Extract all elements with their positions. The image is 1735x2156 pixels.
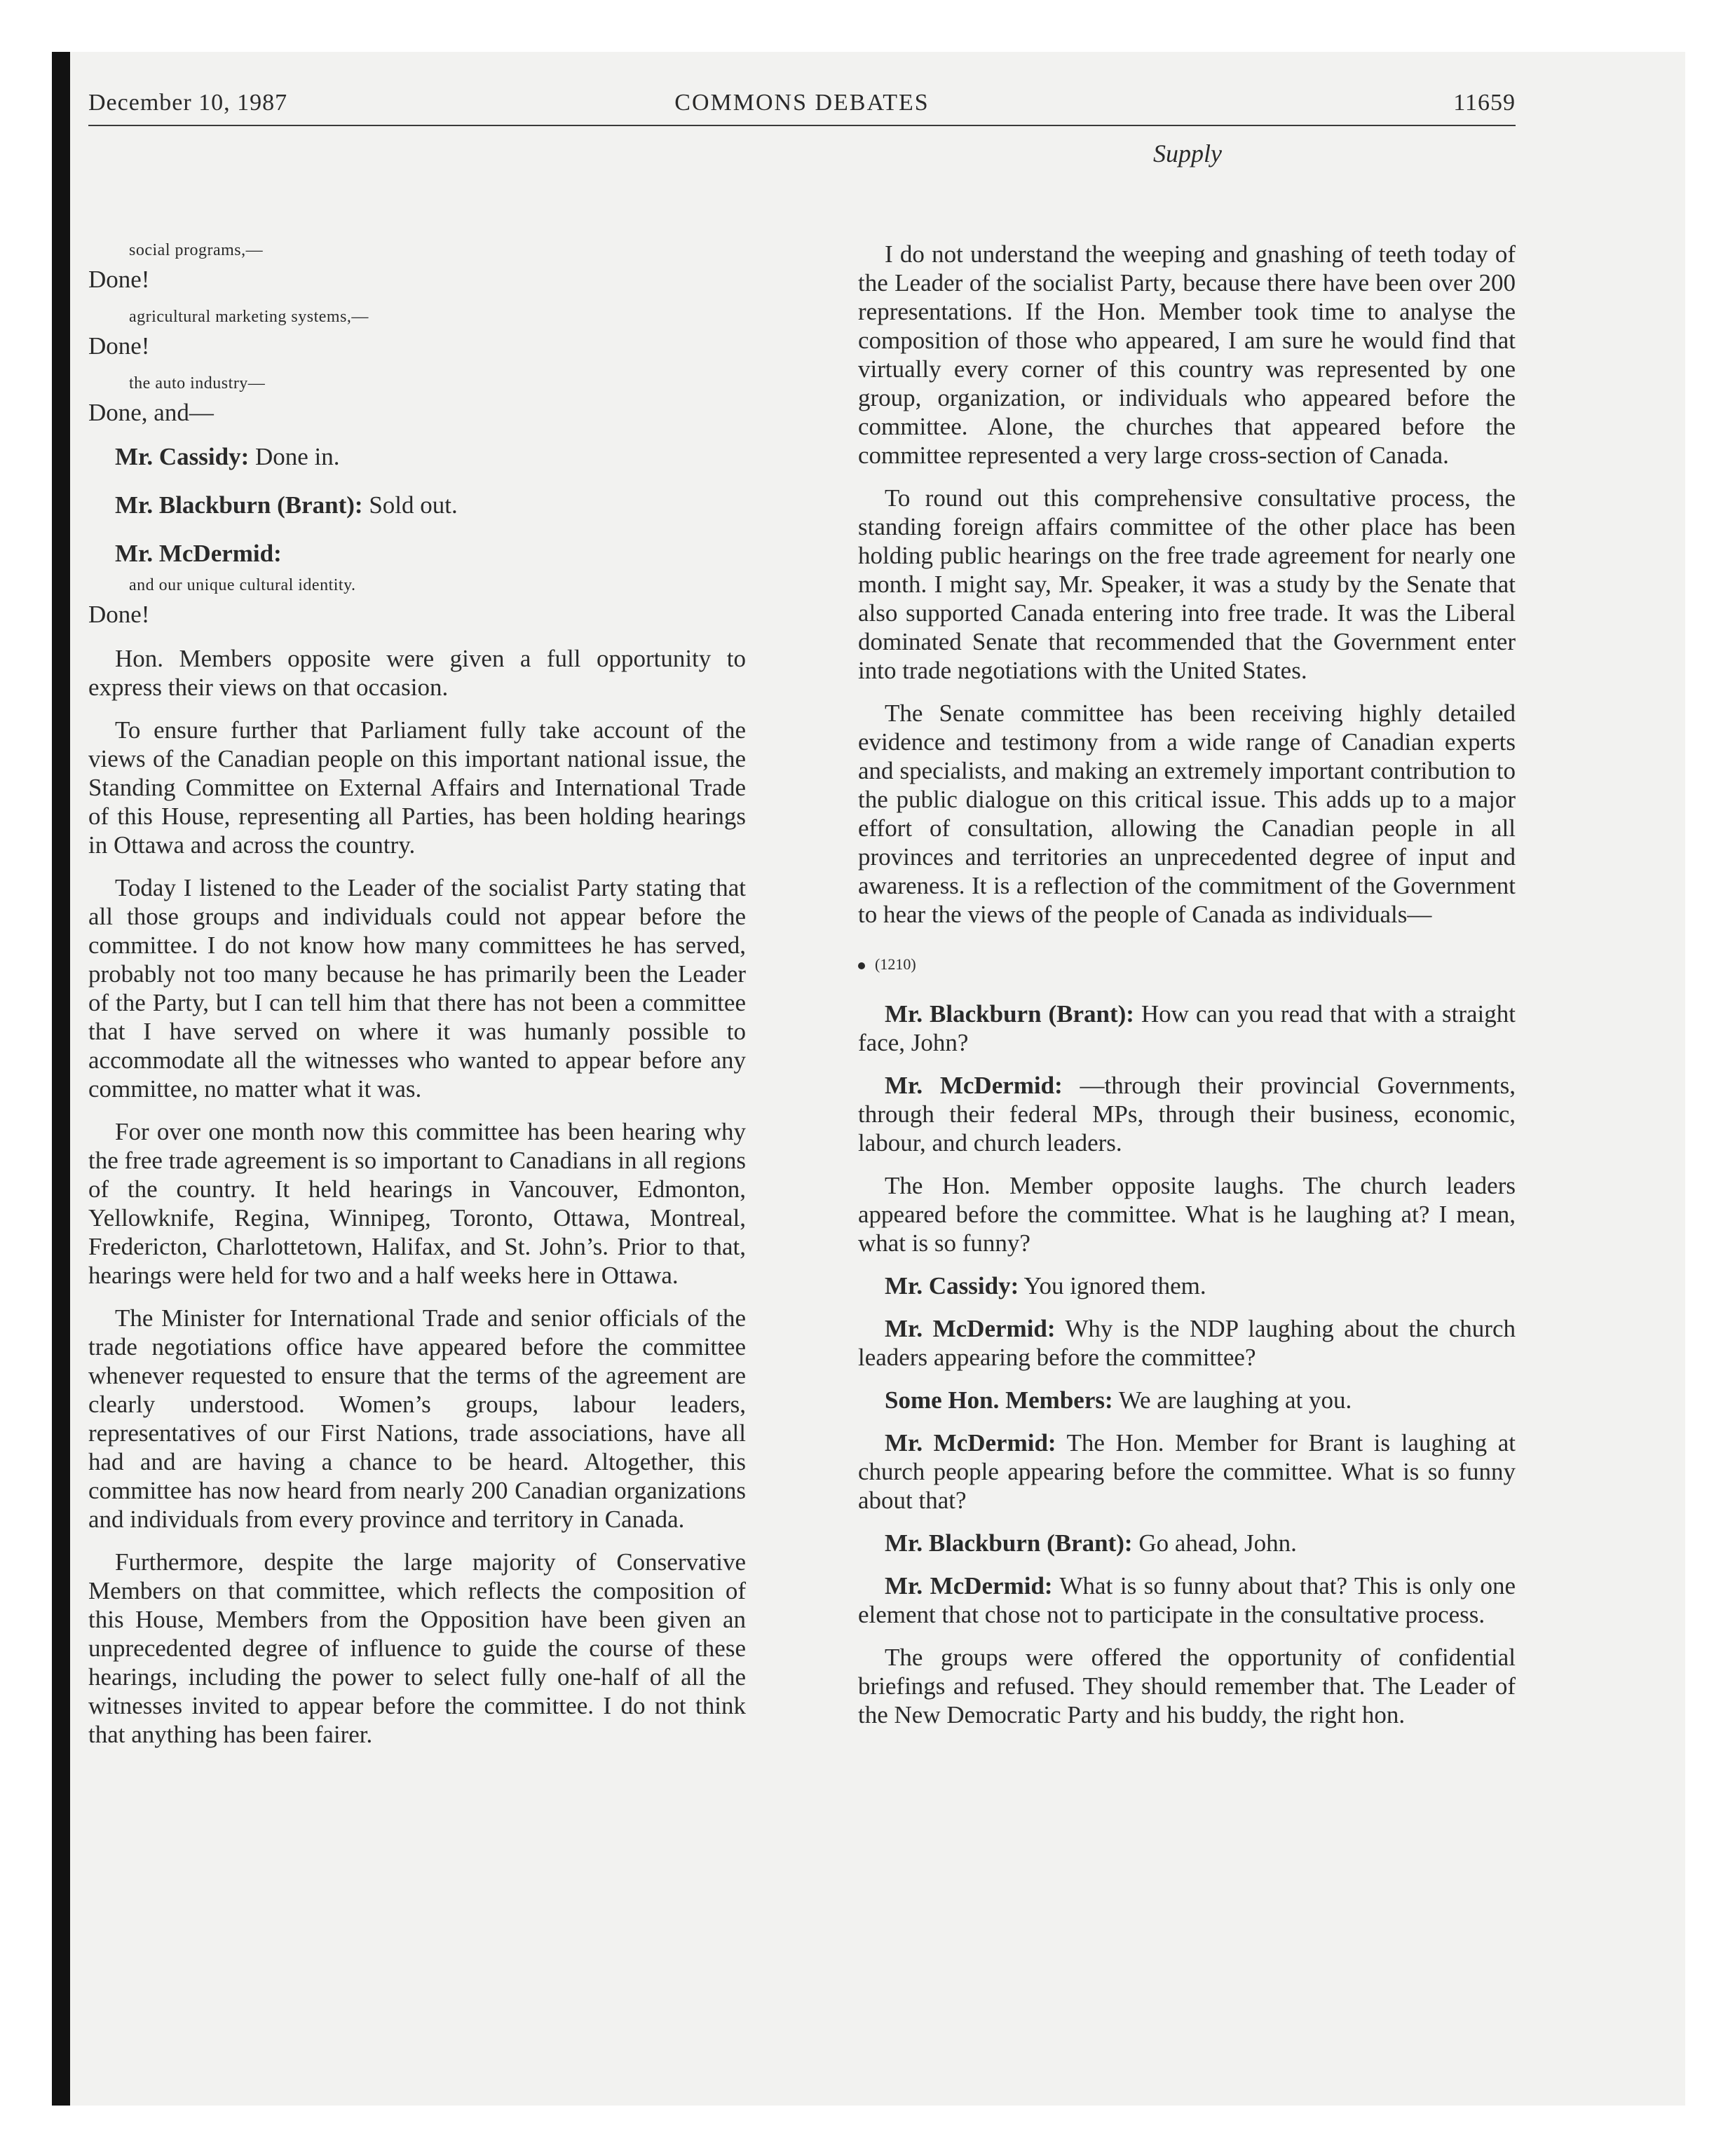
speaker-name: Mr. Blackburn (Brant): (885, 1529, 1133, 1557)
body-paragraph: The Minister for International Trade and senior officials of the trade negotiations office have appeared before the committee whenever requested to ensure that the terms of the agreement are clearly understood. Women’s groups, labour leaders, representatives of our First Nations, trade associations, have all had and are having a chance to be heard. Altogether, this committee has now heard from nearly 200 Canadian organizations and individuals from every province and territory in Canada. (88, 1304, 746, 1533)
speech-paragraph (858, 1271, 1516, 1300)
speech-paragraph (858, 1071, 1516, 1157)
quoted-line: social programs,— (129, 241, 264, 259)
page-number: 11659 (1453, 90, 1516, 116)
body-paragraph: The Hon. Member opposite laughs. The church leaders appeared before the committee. What is he laughing at? I mean, what is so funny? (858, 1172, 1516, 1257)
speech-paragraph (858, 1428, 1516, 1515)
speaker-name: Mr. McDermid: (885, 1315, 1056, 1342)
body-paragraph: Today I listened to the Leader of the socialist Party stating that all those groups and individuals could not appear before the committee. I do not know how many committees he has served, probably not too many because he has primarily been the Leader of the Party, but I can tell him that there has not been a committee that I have served on where it was humanly possible to accommodate all the witnesses who wanted to appear before any committee, no matter what it was. (88, 874, 746, 1103)
body-paragraph: Hon. Members opposite were given a full opportunity to express their views on that occasion. (88, 645, 746, 701)
right-column (858, 184, 1516, 1743)
speaker-name: Mr. McDermid: (885, 1429, 1056, 1456)
quoted-line: agricultural marketing systems,— (129, 308, 369, 326)
header-rule (88, 125, 1516, 126)
speech-paragraph (858, 1386, 1516, 1414)
response-line: Done! (88, 266, 150, 293)
header-date: December 10, 1987 (88, 90, 288, 116)
speech-text: Why is the NDP laughing about the church leaders appearing before the committee? (858, 1315, 1516, 1371)
quoted-line: and our unique cultural identity. (129, 576, 356, 594)
speech-text: How can you read that with a straight face, John? (858, 1000, 1516, 1056)
scan-edge-bar (52, 52, 70, 2106)
speech-paragraph (858, 1529, 1516, 1557)
body-paragraph: To ensure further that Parliament fully take account of the views of the Canadian people on this important national issue, the Standing Committee on External Affairs and International Trade of this House, representing all Parties, has been holding hearings in Ottawa and across the country. (88, 716, 746, 859)
body-paragraph: To round out this comprehensive consultative process, the standing foreign affairs committee of the other place has been holding public hearings on the free trade agreement for nearly one month. I might say, Mr. Speaker, it was a study by the Senate that also supported Canada entering into free trade. It was the Liberal dominated Senate that recommended that the Government enter into trade negotiations with the United States. (858, 484, 1516, 684)
speech-paragraph (88, 491, 746, 519)
speech-text: The Hon. Member for Brant is laughing at church people appearing before the committee. What is so funny about that? (858, 1429, 1516, 1514)
header-title: COMMONS DEBATES (674, 90, 930, 116)
speech-text: What is so funny about that? This is only one element that chose not to participate in the consultative process. (858, 1572, 1516, 1628)
speech-paragraph (88, 539, 746, 568)
quoted-line: the auto industry— (129, 374, 266, 393)
speech-paragraph (858, 1571, 1516, 1629)
speaker-name: Mr. McDermid: (885, 1072, 1063, 1099)
speaker-name: Mr. McDermid: (115, 540, 282, 567)
section-title: Supply (1153, 139, 1222, 168)
speech-text: Sold out. (362, 491, 458, 519)
page-header (88, 90, 1516, 128)
speech-paragraph (858, 999, 1516, 1057)
speaker-name: Mr. Cassidy: (885, 1272, 1019, 1299)
speech-text: Done in. (249, 443, 340, 470)
speech-paragraph (88, 442, 746, 471)
speech-text: —through their provincial Governments, through their federal MPs, through their business, economic, labour, and church leaders. (858, 1072, 1516, 1157)
bullet-icon (858, 962, 865, 969)
time-marker (858, 950, 1516, 978)
body-paragraph: The Senate committee has been receiving highly detailed evidence and testimony from a wide range of Canadian experts and specialists, and making an extremely important contribution to the public dialogue on this critical issue. This adds up to a major effort of consultation, allowing the Canadian people in all provinces and territories an unprecedented degree of input and awareness. It is a reflection of the commitment of the Government to hear the views of the people of Canada as individuals— (858, 700, 1516, 928)
time-marker-label: (1210) (875, 955, 916, 973)
body-paragraph: I do not understand the weeping and gnashing of teeth today of the Leader of the socialist Party, because there have been over 200 representations. If the Hon. Member took time to analyse the composition of those who appeared, I am sure he would find that virtually every corner of this country was represented by one group, organization, or individuals who appeared before the committee. Alone, the churches that appeared before the committee represented a very large cross-section of Canada. (858, 240, 1516, 469)
speaker-name: Mr. Cassidy: (115, 443, 250, 470)
speaker-name: Mr. Blackburn (Brant): (885, 1000, 1134, 1028)
speech-text: Go ahead, John. (1132, 1529, 1297, 1557)
response-line: Done, and— (88, 399, 214, 426)
body-paragraph: For over one month now this committee has been hearing why the free trade agreement is so important to Canadians in all regions of the country. It held hearings in Vancouver, Edmonton, Yellowknife, Regina, Winnipeg, Toronto, Ottawa, Montreal, Fredericton, Charlottetown, Halifax, and St. John’s. Prior to that, hearings were held for two and a half weeks here in Ottawa. (88, 1118, 746, 1289)
speaker-name: Mr. McDermid: (885, 1572, 1053, 1599)
speech-text: We are laughing at you. (1113, 1386, 1352, 1414)
response-line: Done! (88, 332, 150, 360)
speaker-name: Some Hon. Members: (885, 1386, 1113, 1414)
body-paragraph: Furthermore, despite the large majority of Conservative Members on that committee, which reflects the composition of this House, Members from the Opposition have been given an unprecedented degree of influence to guide the course of these hearings, including the power to select fully one-half of all the witnesses invited to appear before the committee. I do not think that anything has been fairer. (88, 1548, 746, 1748)
speaker-name: Mr. Blackburn (Brant): (115, 491, 363, 519)
response-line: Done! (88, 601, 150, 628)
speech-paragraph (858, 1314, 1516, 1372)
left-column (88, 184, 746, 1763)
body-paragraph: The groups were offered the opportunity of confidential briefings and refused. They should remember that. The Leader of the New Democratic Party and his buddy, the right hon. (858, 1644, 1516, 1728)
speech-text: You ignored them. (1019, 1272, 1206, 1299)
